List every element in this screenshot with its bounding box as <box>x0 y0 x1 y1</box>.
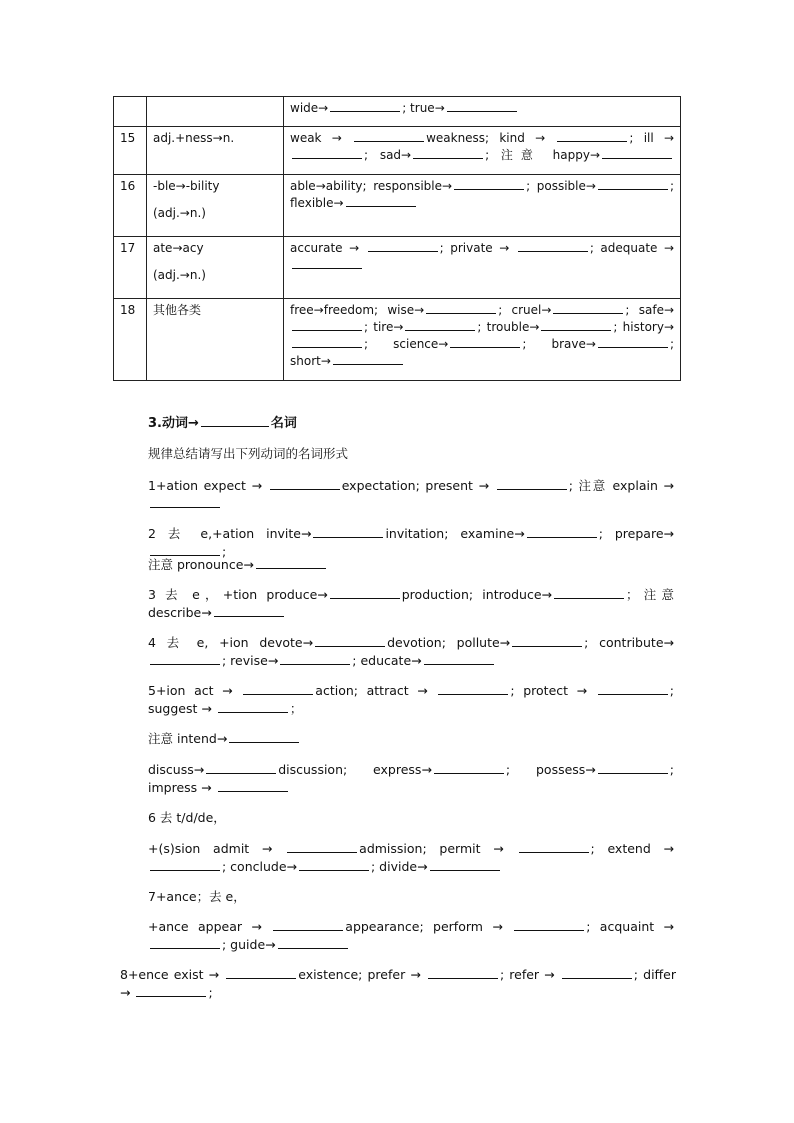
answer-blank[interactable] <box>598 683 668 695</box>
section-3-title-prefix: 3.动词→ <box>148 416 199 431</box>
table-row <box>114 299 681 381</box>
rule-cell <box>147 97 284 127</box>
row-number: 15 <box>114 127 147 175</box>
text-segment: ; sad→ <box>364 148 412 162</box>
text-segment: ; prepare→ <box>598 526 674 541</box>
answer-blank[interactable] <box>598 178 668 190</box>
answer-blank[interactable] <box>292 147 362 159</box>
answer-blank[interactable] <box>514 919 584 931</box>
rule-text: adj.+ness→n. <box>153 131 235 145</box>
answer-blank[interactable] <box>413 147 483 159</box>
text-segment: ; revise→ <box>222 653 279 668</box>
word-formation-table <box>113 96 681 381</box>
answer-blank[interactable] <box>557 130 627 142</box>
answer-blank[interactable] <box>430 859 500 871</box>
rule-cell <box>147 299 284 381</box>
text-segment: ; educate→ <box>352 653 422 668</box>
answer-blank[interactable] <box>150 544 220 556</box>
text-segment: ; possible→ <box>526 179 596 193</box>
answer-blank[interactable] <box>541 319 611 331</box>
text-segment: ; history→ <box>613 320 674 334</box>
rule-text: -ble→-bility <box>153 179 220 193</box>
text-segment: discussion; express→ <box>278 762 432 777</box>
answer-blank[interactable] <box>330 100 400 112</box>
text-segment: appearance; perform → <box>345 919 513 934</box>
answer-blank[interactable] <box>292 336 362 348</box>
examples-cell <box>284 175 681 237</box>
text-segment: ; refer → <box>499 967 560 982</box>
answer-blank[interactable] <box>270 478 340 490</box>
text-segment: able→ability; responsible→ <box>290 179 453 193</box>
answer-blank[interactable] <box>218 701 288 713</box>
examples-cell <box>284 237 681 299</box>
answer-blank[interactable] <box>497 478 567 490</box>
text-segment: ; guide→ <box>222 937 276 952</box>
text-segment: ; protect → <box>510 683 596 698</box>
rule-cell <box>147 127 284 175</box>
answer-blank[interactable] <box>150 937 220 949</box>
text-segment: ; <box>222 544 227 559</box>
text-segment: ; <box>208 985 213 1000</box>
answer-blank[interactable] <box>278 937 348 949</box>
blank[interactable] <box>201 415 269 427</box>
text-segment: 8+ence exist → <box>120 967 225 982</box>
text-segment: weak → <box>290 131 353 145</box>
text-segment: ; trouble→ <box>477 320 540 334</box>
answer-blank[interactable] <box>150 496 220 508</box>
exercise-line <box>148 556 674 574</box>
answer-blank[interactable] <box>292 257 362 269</box>
answer-blank[interactable] <box>243 683 313 695</box>
answer-blank[interactable] <box>280 653 350 665</box>
exercise-line <box>148 586 674 622</box>
text-segment: ; true→ <box>402 101 445 115</box>
rule-subtext: (adj.→n.) <box>153 268 206 282</box>
text-segment: invitation; examine→ <box>385 526 525 541</box>
answer-blank[interactable] <box>150 859 220 871</box>
text-segment: ; flexible→ <box>290 179 674 210</box>
examples-cell <box>284 299 681 381</box>
text-segment: ; adequate → <box>589 241 675 255</box>
answer-blank[interactable] <box>562 967 632 979</box>
table-row <box>114 237 681 299</box>
answer-blank[interactable] <box>218 780 288 792</box>
answer-blank[interactable] <box>450 336 520 348</box>
answer-blank[interactable] <box>518 240 588 252</box>
exercise-line <box>148 918 674 954</box>
text-segment: production; introduce→ <box>401 587 552 602</box>
text-segment: 注意 intend→ <box>148 731 228 746</box>
answer-blank[interactable] <box>346 195 416 207</box>
text-segment: 1+ation expect → <box>148 478 268 493</box>
answer-blank[interactable] <box>527 526 597 538</box>
exercise-line <box>148 477 674 513</box>
answer-blank[interactable] <box>330 587 400 599</box>
text-segment: 2 去 e,+ation invite→ <box>148 526 312 541</box>
answer-blank[interactable] <box>519 841 589 853</box>
section-3-title <box>148 414 674 433</box>
text-segment: 5+ion act → <box>148 683 242 698</box>
exercise-line <box>148 809 674 827</box>
text-segment: admission; permit → <box>359 841 517 856</box>
text-segment: ; impress → <box>148 762 674 795</box>
text-segment: ; cruel→ <box>498 303 552 317</box>
text-segment: weakness; kind → <box>426 131 556 145</box>
text-segment: ；注意 describe→ <box>148 587 674 620</box>
rule-cell <box>147 237 284 299</box>
rule-text: 其他各类 <box>153 303 202 317</box>
text-segment: 4 去 e, +ion devote→ <box>148 635 314 650</box>
exercise-line <box>148 634 674 670</box>
answer-blank[interactable] <box>354 130 424 142</box>
text-segment: ; 注意 explain → <box>568 478 674 493</box>
text-segment: ； <box>289 701 303 716</box>
answer-blank[interactable] <box>553 302 623 314</box>
answer-blank[interactable] <box>454 178 524 190</box>
exercise-line <box>148 761 674 797</box>
section-3-title-suffix: 名词 <box>270 416 297 431</box>
text-segment: +(s)sion admit → <box>148 841 286 856</box>
text-segment: discuss→ <box>148 762 205 777</box>
text-segment: ; tire→ <box>364 320 404 334</box>
answer-blank[interactable] <box>424 653 494 665</box>
answer-blank[interactable] <box>598 336 668 348</box>
answer-blank[interactable] <box>226 967 296 979</box>
text-segment: ; divide→ <box>371 859 428 874</box>
answer-blank[interactable] <box>287 841 357 853</box>
answer-blank[interactable] <box>434 762 504 774</box>
text-segment: ; science→ <box>364 337 449 351</box>
text-segment: existence; prefer → <box>298 967 426 982</box>
answer-blank[interactable] <box>299 859 369 871</box>
answer-blank[interactable] <box>447 100 517 112</box>
text-segment: 3 去 e，+tion produce→ <box>148 587 328 602</box>
row-number: 17 <box>114 237 147 299</box>
text-segment: +ance appear → <box>148 919 272 934</box>
row-number: 18 <box>114 299 147 381</box>
answer-blank[interactable] <box>554 587 624 599</box>
exercise-line <box>148 730 674 748</box>
examples-cell <box>284 127 681 175</box>
answer-blank[interactable] <box>602 147 672 159</box>
exercise-line <box>120 966 676 1002</box>
answer-blank[interactable] <box>512 635 582 647</box>
text-segment: ; ill → <box>629 131 675 145</box>
answer-blank[interactable] <box>426 302 496 314</box>
rule-text: ate→acy <box>153 241 204 255</box>
answer-blank[interactable] <box>333 353 403 365</box>
text-segment: free→freedom; wise→ <box>290 303 425 317</box>
text-segment: ; acquaint → <box>586 919 675 934</box>
exercise-line <box>148 682 674 718</box>
answer-blank[interactable] <box>368 240 438 252</box>
text-segment: expectation; present → <box>341 478 495 493</box>
text-segment: ; brave→ <box>522 337 596 351</box>
text-segment: 7+ance；去 e， <box>148 889 246 904</box>
answer-blank[interactable] <box>313 526 383 538</box>
text-segment: 6 去 t/d/de， <box>148 810 226 825</box>
text-segment: 注意 pronounce→ <box>148 557 254 572</box>
rule-subtext: (adj.→n.) <box>153 206 206 220</box>
text-segment: ; possess→ <box>505 762 596 777</box>
text-segment: ; safe→ <box>625 303 675 317</box>
answer-blank[interactable] <box>229 731 299 743</box>
text-segment: ; extend → <box>590 841 674 856</box>
answer-blank[interactable] <box>136 985 206 997</box>
table-row <box>114 175 681 237</box>
text-segment: accurate → <box>290 241 366 255</box>
answer-blank[interactable] <box>598 762 668 774</box>
answer-blank[interactable] <box>256 557 326 569</box>
text-segment: ; 注意 happy→ <box>485 148 600 162</box>
answer-blank[interactable] <box>292 319 362 331</box>
text-segment: ; suggest → <box>148 683 675 716</box>
rule-cell <box>147 175 284 237</box>
exercise-line <box>148 840 674 876</box>
text-segment: ; private → <box>439 241 516 255</box>
answer-blank[interactable] <box>315 635 385 647</box>
answer-blank[interactable] <box>405 319 475 331</box>
text-segment: devotion; pollute→ <box>387 635 511 650</box>
row-number <box>114 97 147 127</box>
text-segment: action; attract → <box>315 683 437 698</box>
answer-blank[interactable] <box>273 919 343 931</box>
exercise-line <box>148 888 674 906</box>
answer-blank[interactable] <box>438 683 508 695</box>
answer-blank[interactable] <box>206 762 276 774</box>
text-segment: ; conclude→ <box>222 859 297 874</box>
text-segment: ; differ → <box>120 967 676 1000</box>
text-segment: ; contribute→ <box>584 635 674 650</box>
answer-blank[interactable] <box>150 653 220 665</box>
answer-blank[interactable] <box>214 605 284 617</box>
row-number: 16 <box>114 175 147 237</box>
text-segment: wide→ <box>290 101 329 115</box>
table-row <box>114 97 681 127</box>
table-row <box>114 127 681 175</box>
answer-blank[interactable] <box>428 967 498 979</box>
text-segment: ; short→ <box>290 337 674 368</box>
examples-cell <box>284 97 681 127</box>
section-3-subtitle: 规律总结请写出下列动词的名词形式 <box>148 446 349 461</box>
